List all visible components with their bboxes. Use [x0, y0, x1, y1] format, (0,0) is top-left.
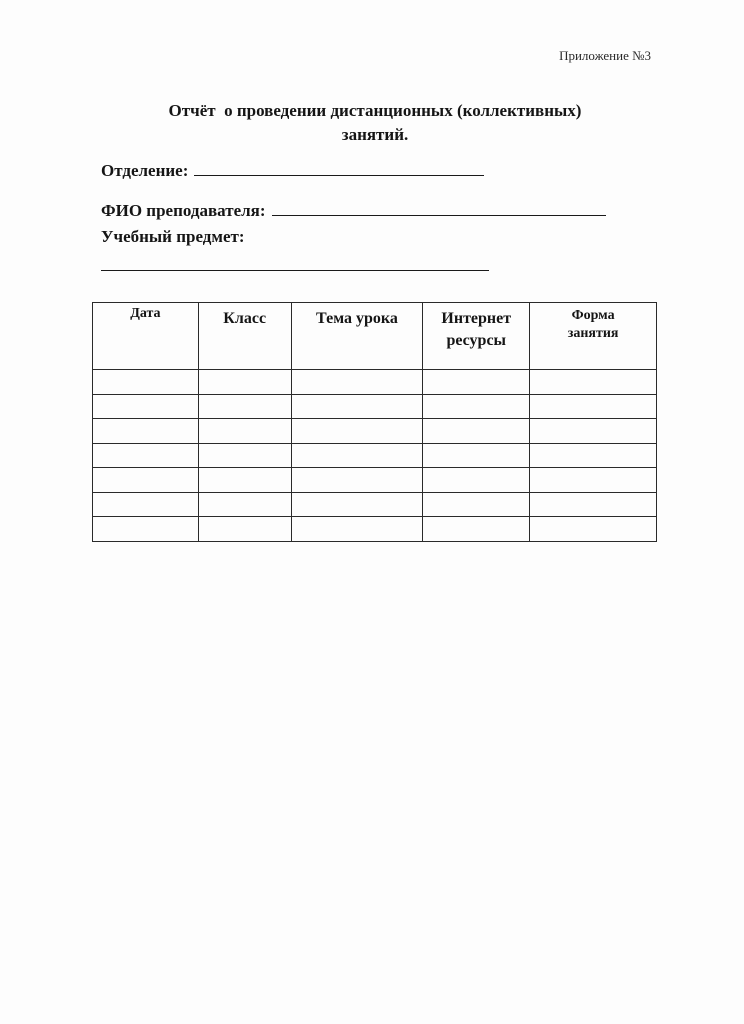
table-row — [93, 517, 657, 542]
header-internet: Интернет ресурсы — [423, 303, 530, 370]
header-date: Дата — [93, 303, 199, 370]
department-blank[interactable] — [194, 161, 484, 176]
table-row — [93, 468, 657, 493]
table-cell[interactable] — [93, 443, 199, 468]
appendix-label: Приложение №3 — [559, 48, 651, 63]
table-cell[interactable] — [530, 419, 657, 444]
table-header-row — [93, 303, 657, 370]
table-cell[interactable] — [198, 394, 291, 419]
table-cell[interactable] — [198, 517, 291, 542]
header-class: Класс — [198, 303, 291, 370]
table-row — [93, 370, 657, 395]
table-cell[interactable] — [530, 443, 657, 468]
department-label: Отделение: — [101, 161, 189, 180]
table-cell[interactable] — [423, 492, 530, 517]
teacher-blank[interactable] — [272, 201, 606, 216]
report-table — [92, 302, 657, 542]
table-cell[interactable] — [423, 468, 530, 493]
subject-field — [101, 227, 245, 247]
subject-blank[interactable] — [101, 270, 489, 271]
table-cell[interactable] — [530, 492, 657, 517]
table-cell[interactable] — [530, 370, 657, 395]
table-cell[interactable] — [93, 370, 199, 395]
table-cell[interactable] — [93, 517, 199, 542]
table-cell[interactable] — [530, 517, 657, 542]
table-cell[interactable] — [198, 468, 291, 493]
table-cell[interactable] — [198, 370, 291, 395]
table-cell[interactable] — [198, 443, 291, 468]
table-cell[interactable] — [291, 492, 423, 517]
table-cell[interactable] — [291, 419, 423, 444]
table-cell[interactable] — [423, 419, 530, 444]
table-cell[interactable] — [93, 492, 199, 517]
table-cell[interactable] — [198, 419, 291, 444]
table-cell[interactable] — [291, 394, 423, 419]
teacher-field — [101, 201, 606, 221]
table-row — [93, 492, 657, 517]
table-cell[interactable] — [93, 468, 199, 493]
document-title — [100, 99, 650, 147]
table-cell[interactable] — [423, 517, 530, 542]
department-field — [101, 161, 484, 181]
table-cell[interactable] — [291, 443, 423, 468]
table-cell[interactable] — [291, 517, 423, 542]
table-cell[interactable] — [291, 468, 423, 493]
table-cell[interactable] — [93, 419, 199, 444]
table-cell[interactable] — [93, 394, 199, 419]
header-topic: Тема урока — [291, 303, 423, 370]
table-cell[interactable] — [530, 394, 657, 419]
table-row — [93, 443, 657, 468]
title-line-1: Отчёт о проведении дистанционных (коллективных) — [168, 101, 582, 120]
table-body — [93, 370, 657, 542]
table-row — [93, 394, 657, 419]
table-cell[interactable] — [198, 492, 291, 517]
header-form: Форма занятия — [530, 303, 657, 370]
table-cell[interactable] — [291, 370, 423, 395]
teacher-label: ФИО преподавателя: — [101, 201, 266, 220]
table-row — [93, 419, 657, 444]
table-cell[interactable] — [423, 394, 530, 419]
title-line-2: занятий. — [341, 125, 409, 144]
table-cell[interactable] — [423, 443, 530, 468]
table-cell[interactable] — [423, 370, 530, 395]
subject-label: Учебный предмет: — [101, 227, 245, 246]
table-cell[interactable] — [530, 468, 657, 493]
